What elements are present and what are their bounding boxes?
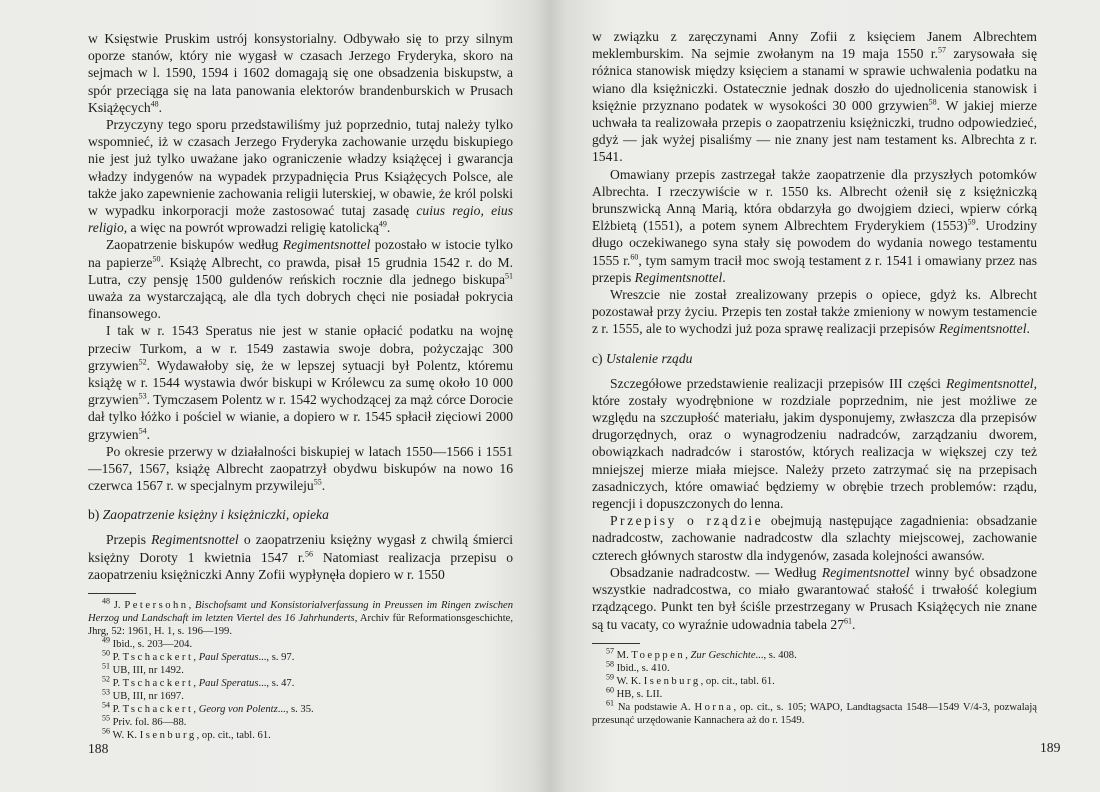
footnote-rule: [592, 643, 640, 644]
page-number-right: 189: [1040, 740, 1061, 755]
left-body-text: [88, 30, 513, 494]
right-page-content: [592, 28, 1037, 727]
right-page: [550, 0, 1100, 792]
paragraph-rp3: Wreszcie nie został zrealizowany przepis o opiece, gdyż ks. Albrecht pozostawał przy życiu. Przepis ten został także zmieniony w nowym testamencie z r. 1555, ale to wychodzi już poza sprawę realizacji przepisów Regimentsnottel.: [592, 287, 1037, 337]
right-footnote-0: $^{57}$ M. Toeppen, Zur Geschichte..., s. 408.: [606, 646, 797, 661]
right-body-text: [592, 28, 1037, 338]
paragraph-lp2: Przyczyny tego sporu przedstawiliśmy już poprzednio, tutaj należy tylko wspomnieć, iż w czasach Jerzego Fryderyka zachowanie urzędu biskupiego nie jest już tylko uważane jako ograniczenie władzy książęcej i gwarancja władzy indygenów na wypadek przypadnięcia Prus Książęcych Polsce, ale także jako zapewnienie zachowania religii luterskiej, w obawie, że król polski w wypadku inkorporacji może zastosować tutaj zasadę cuius regio, eius religio, a więc na powrót wprowadzi religię katolicką$^{49}$.: [88, 117, 513, 236]
paragraph-rp6: Obsadzanie nadradcostw. — Według Regimentsnottel winny być obsadzone wszystkie nadradcostwa, co miało gwarantować stałość i trwałość kolegium rządzącego. Punkt ten był ściśle przestrzegany w Prusach Książęcych nie znane są tu vacaty, co wyraźnie udowadnia tabela $27^{61}$.: [592, 564, 1037, 632]
right-footnote-2: $^{59}$ W. K. Isenburg, op. cit., tabl. 61.: [606, 672, 775, 687]
left-footnote-2: $^{50}$ P. Tschackert, Paul Speratus..., s. 97.: [102, 648, 295, 664]
left-footnote-3: $^{51}$ UB, III, nr 1492.: [102, 661, 184, 677]
right-footnote-3: $^{60}$ HB, s. LII.: [606, 685, 663, 700]
section-heading-c: c) Ustalenie rządu: [592, 350, 693, 366]
paragraph-lp3: Zaopatrzenie biskupów według Regimentsnottel pozostało w istocie tylko na papierze$^{50}$. Książę Albrecht, co prawda, pisał 15 grudnia 1542 r. do M. Lutra, czy pensję 1500 guldenów reńskich rocznie dla jednego biskupa$^{51}$ uważa za wystarczającą, ale dla tych dobrych chęci nie posiadał pokrycia finansowego.: [88, 237, 513, 322]
left-footnote-7: $^{55}$ Priv. fol. 86—88.: [102, 713, 187, 729]
left-footnotes: [88, 596, 513, 742]
paragraph-lp1: w Księstwie Pruskim ustrój konsystorialny. Odbywało się to przy silnym oporze stanów, który nie wygasł w czasach Jerzego Fryderyka, skoro na sejmach w l. 1590, 1594 i 1602 domagają się one obsadzenia biskupstw, a spór przeciąga się na lata panowania elektorów brandenburskich w Prusach Książęcych$^{48}$.: [88, 31, 513, 115]
left-footnote-1: $^{49}$ Ibid., s. 203—204.: [102, 635, 193, 651]
right-footnotes: [592, 646, 1037, 727]
left-page-content: [88, 30, 513, 742]
footnote-rule: [88, 593, 136, 594]
left-footnote-0: $^{48}$ J. Petersohn, Bischofsamt und Konsistorialverfassung in Preussen im Ringen zwischen Herzog und Landschaft im letzten Viertel des 16 Jahrhunderts, Archiv für Reformationsgeschichte, Jhrg, 52: 1961, H. 1, s. 196—199.: [88, 596, 513, 638]
paragraph-rp1: w związku z zaręczynami Anny Zofii z księciem Janem Albrechtem meklemburskim. Na sejmie zwołanym na 19 maja 1550 r.$^{57}$ zarysowała się różnica stanowisk między księciem a stanami w sprawie uchwalenia podatku na wiano dla księżniczki. Ostatecznie jednak doszło do ujednolicenia stanowisk i księżnie przyznano podatek w wysokości 30 000 grzywien$^{58}$. W jakiej mierze uchwała ta realizowała przepis o zaopatrzeniu księżniczki, trudno odpowiedzieć, gdyż — jak wyżej pisaliśmy — nie znany jest nam testament ks. Albrechta z r. 1541.: [592, 29, 1038, 165]
left-body-text-2: [88, 531, 513, 583]
page-number-left: 188: [88, 741, 109, 756]
paragraph-rp5: Przepisy o rządzie obejmują następujące zagadnienia: obsadzanie nadradcostw, zachowanie nadradcostw dla szlachty miejscowej, zachowanie czterech głównych starostw dla indygenów, zasada kolejności awansów.: [592, 513, 1037, 563]
right-footnote-4: $^{61}$ Na podstawie A. Horna, op. cit., s. 105; WAPO, Landtagsacta 1548—1549 V/4-3, pozwalają przesunąć urzędowanie Kannachera aż do r. 1549.: [592, 698, 1037, 726]
paragraph-lp4: I tak w r. 1543 Speratus nie jest w stanie opłacić podatku na wojnę przeciw Turkom, a w r. 1549 zastawia swoje dobra, pożyczając 300 grzywien$^{52}$. Wydawałoby się, że w lepszej sytuacji był Polentz, któremu książę w r. 1544 wystawia dwór biskupi w Królewcu za sumę około 10 000 grzywien$^{53}$. Tymczasem Polentz w r. 1542 wychodzącej za mąż córce Dorocie dał tylko łóżko i pościel w wianie, a dopiero w r. 1545 spłacił zięciowi 2000 grzywien$^{54}$.: [88, 323, 513, 442]
left-footnote-4: $^{52}$ P. Tschackert, Paul Speratus..., s. 47.: [102, 674, 295, 690]
paragraph-rp4: Szczegółowe przedstawienie realizacji przepisów III części Regimentsnottel, które zostały wyodrębnione w rozdziale poprzednim, nie jest możliwe ze względu na szczupłość materiału, jakim dysponujemy, zwłaszcza dla przepisów drugorzędnych, oraz o wynagrodzeniu nadradców, zarządzaniu dworem, obowiązkach nadradców i starostów, których realizacja w większej czy też mniejszej mierze miała miejsce. Należy przeto zatrzymać się na przepisach zasadniczych, które omawiać będziemy w obrębie trzech problemów: rządu, regencji i dopuszczonych do lenna.: [592, 375, 1037, 512]
left-footnote-8: $^{56}$ W. K. Isenburg, op. cit., tabl. 61.: [102, 726, 271, 742]
section-heading-b: b) Zaopatrzenie księżny i księżniczki, opieka: [88, 507, 329, 523]
paragraph-lp5: Po okresie przerwy w działalności biskupiej w latach 1550—1566 i 1551—1567, 1567, książę Albrecht zaopatrzył obydwu biskupów na nowo 16 czerwca 1567 r. w specjalnym przywileju$^{55}$.: [88, 443, 513, 494]
paragraph-lp6: Przepis Regimentsnottel o zaopatrzeniu księżny wygasł z chwilą śmierci księżny Doroty 1 kwietnia 1547 r.$^{56}$ Natomiast realizacja przepisu o zaopatrzeniu księżniczki Anny Zofii wypłynęła dopiero w r. 1550: [88, 532, 513, 582]
right-body-text-2: [592, 375, 1037, 633]
right-footnote-1: $^{58}$ Ibid., s. 410.: [606, 659, 670, 674]
paragraph-rp2: Omawiany przepis zastrzegał także zaopatrzenie dla przyszłych potomków Albrechta. I rzeczywiście w r. 1550 ks. Albrecht ożenił się z księżniczką brunszwicką Anną Marią, która obdarzyła go dwojgiem dzieci, wpierw córką Elżbietą (1551), a potem synem Albrechtem Fryderykiem $(1553)^{59}$. Urodziny długo oczekiwanego syna stały się powodem do wydania nowego testamentu 1555 r.$^{60}$, tym samym tracił moc swoją testament z r. 1541 i omawiany przez nas przepis Regimentsnottel.: [592, 166, 1037, 285]
left-footnote-5: $^{53}$ UB, III, nr 1697.: [102, 687, 184, 703]
left-footnote-6: $^{54}$ P. Tschackert, Georg von Polentz..., s. 35.: [102, 700, 314, 716]
